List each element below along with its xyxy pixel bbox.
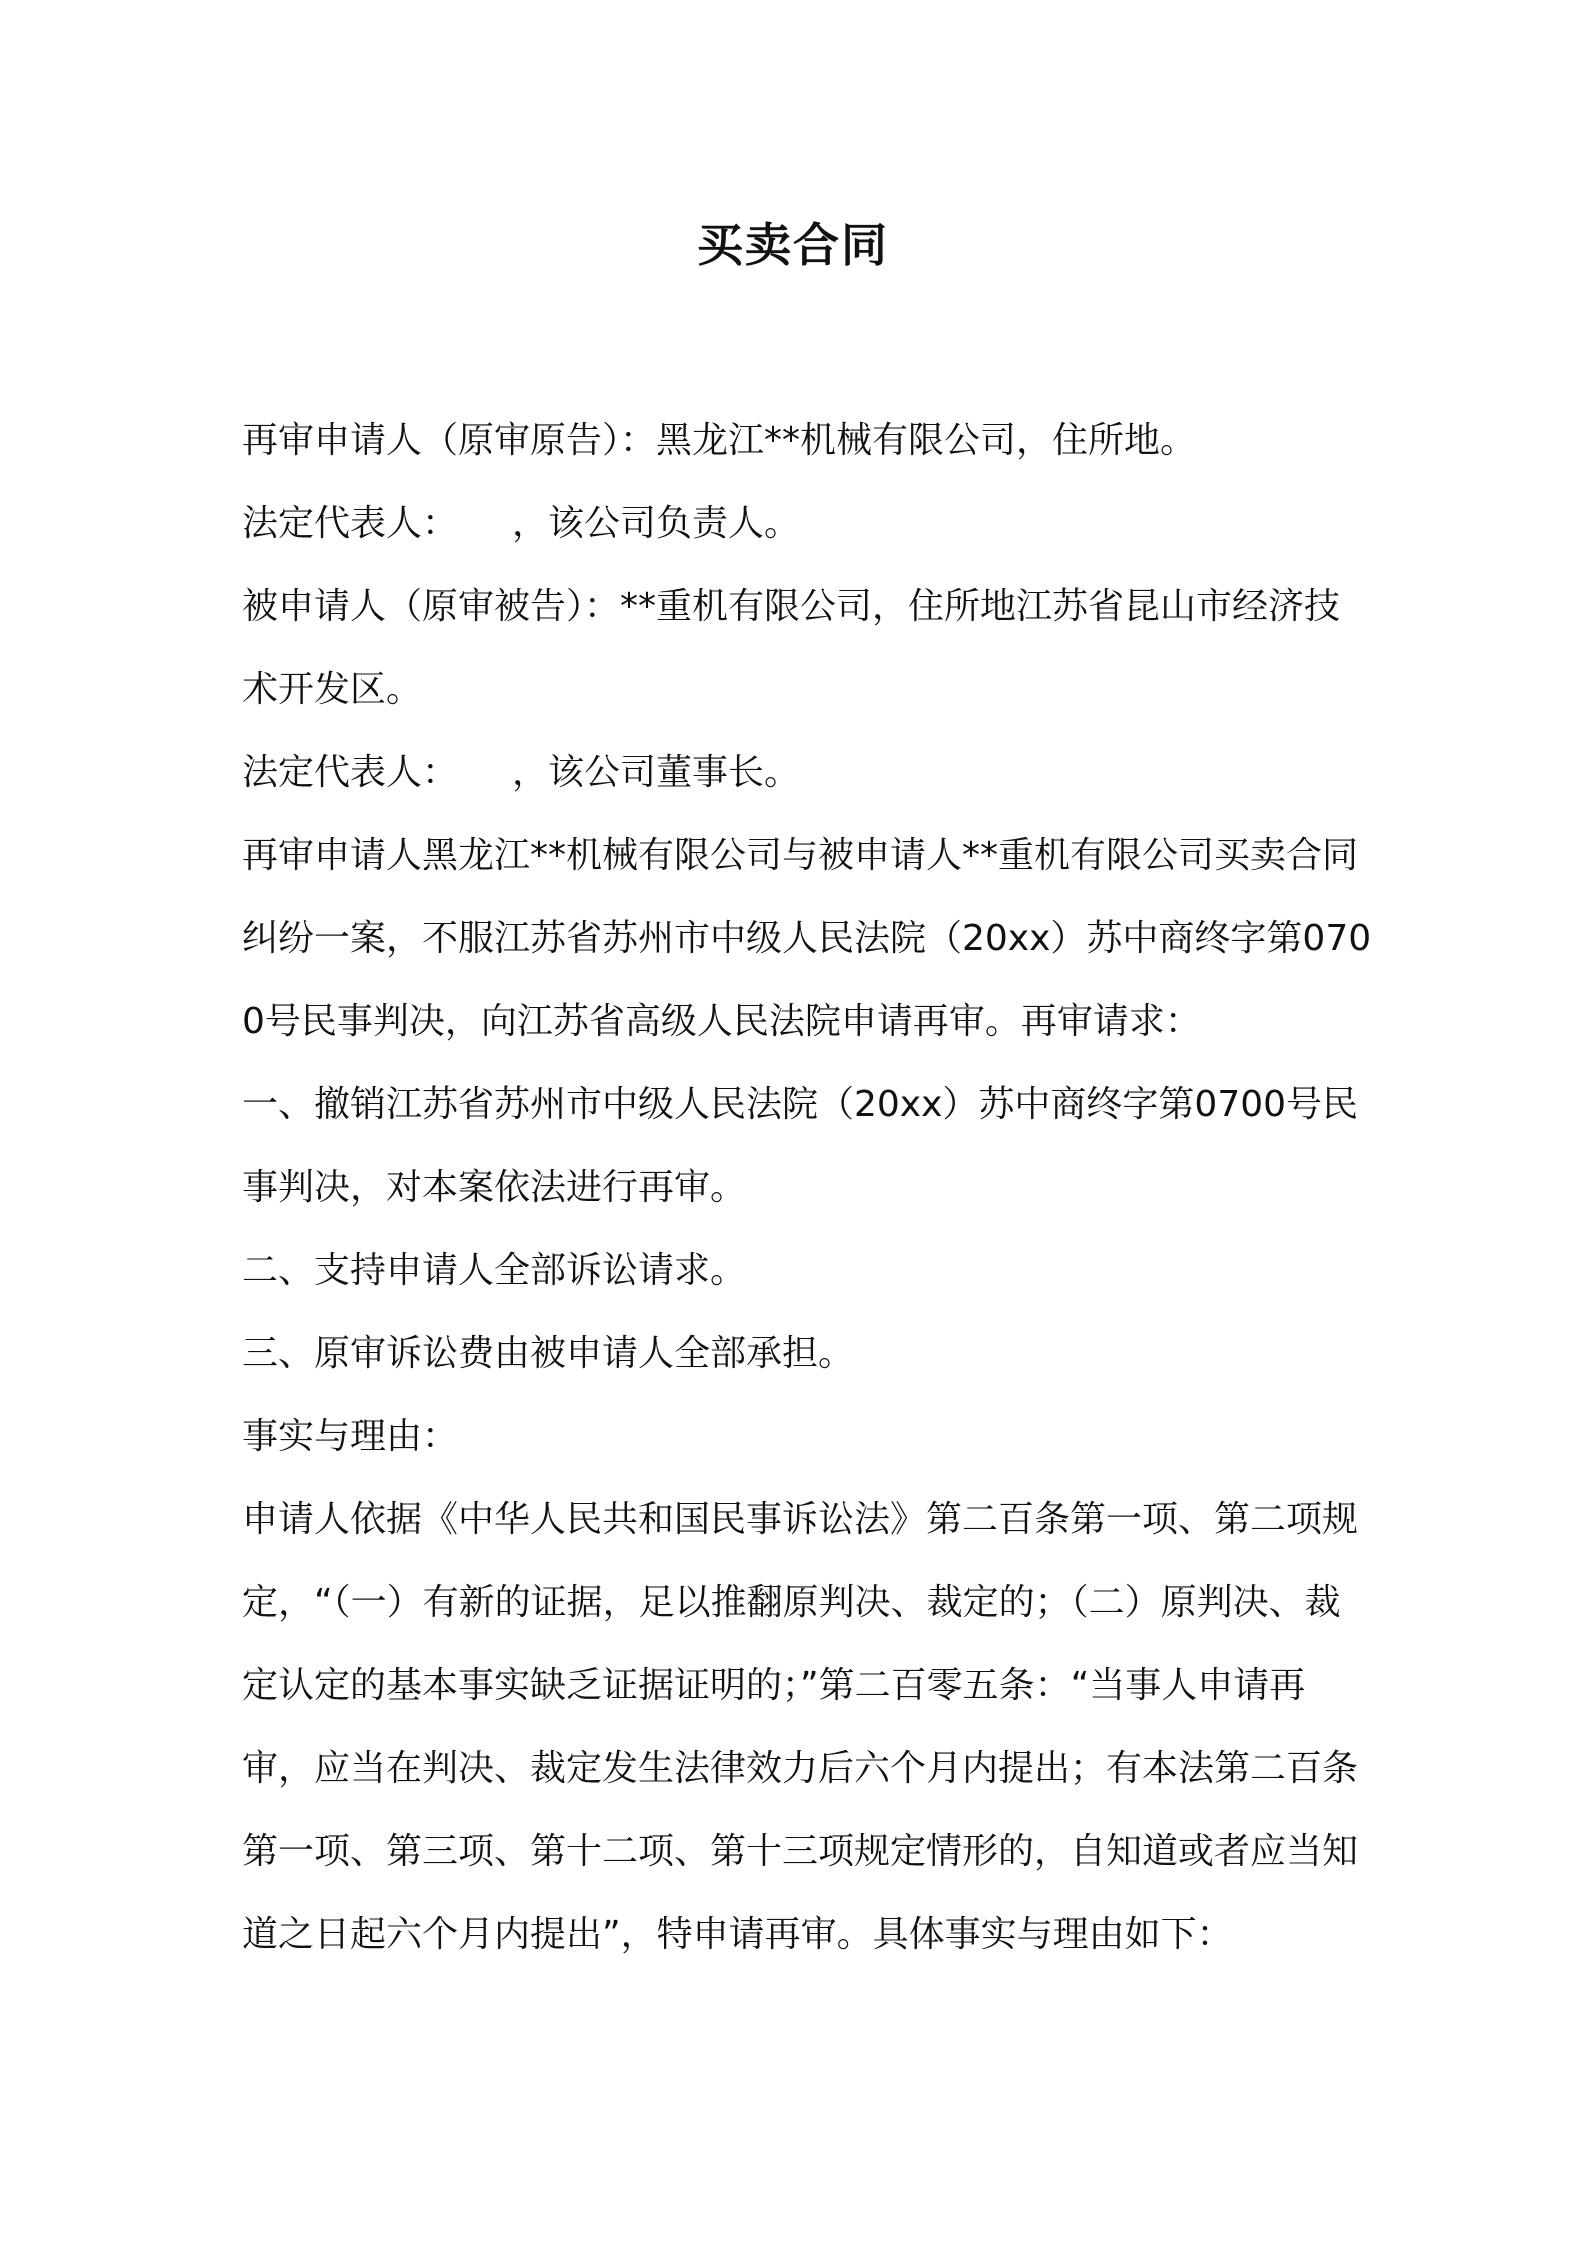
- paragraph-applicant-representative: 法定代表人： ，该公司负责人。: [242, 503, 801, 544]
- paragraph-request-3: 三、原审诉讼费由被申请人全部承担。: [242, 1333, 855, 1374]
- document-title: 买卖合同: [697, 218, 889, 272]
- paragraph-facts-body: 申请人依据《中华人民共和国民事诉讼法》第二百条第一项、第二项规定，“（一）有新的证据，足以推翻原判决、裁定的；（二）原判决、裁定认定的基本事实缺乏证据证明的；”第二百零五条：“当事人申请再审，应当在判决、裁定发生法律效力后六个月内提出；有本法第二百条第一项、第三项、第十二项、第十三项规定情形的，自知道或者应当知道之日起六个月内提出”，特申请再审。具体事实与理由如下：: [242, 1499, 1359, 1955]
- paragraph-applicant: 再审申请人（原审原告）：黑龙江**机械有限公司，住所地。: [242, 420, 1197, 461]
- paragraph-request-1: 一、撤销江苏省苏州市中级人民法院（20xx）苏中商终字第0700号民事判决，对本案依法进行再审。: [242, 1084, 1359, 1208]
- paragraph-facts-heading: 事实与理由：: [242, 1416, 459, 1457]
- paragraph-respondent-representative: 法定代表人： ，该公司董事长。: [242, 752, 801, 793]
- paragraph-respondent: 被申请人（原审被告）：**重机有限公司，住所地江苏省昆山市经济技术开发区。: [242, 586, 1341, 710]
- document-body: [242, 399, 1372, 1976]
- paragraph-request-2: 二、支持申请人全部诉讼请求。: [242, 1250, 747, 1291]
- paragraph-case-summary: 再审申请人黑龙江**机械有限公司与被申请人**重机有限公司买卖合同纠纷一案，不服江苏省苏州市中级人民法院（20xx）苏中商终字第0700号民事判决，向江苏省高级人民法院申请再审。再审请求：: [242, 835, 1372, 1042]
